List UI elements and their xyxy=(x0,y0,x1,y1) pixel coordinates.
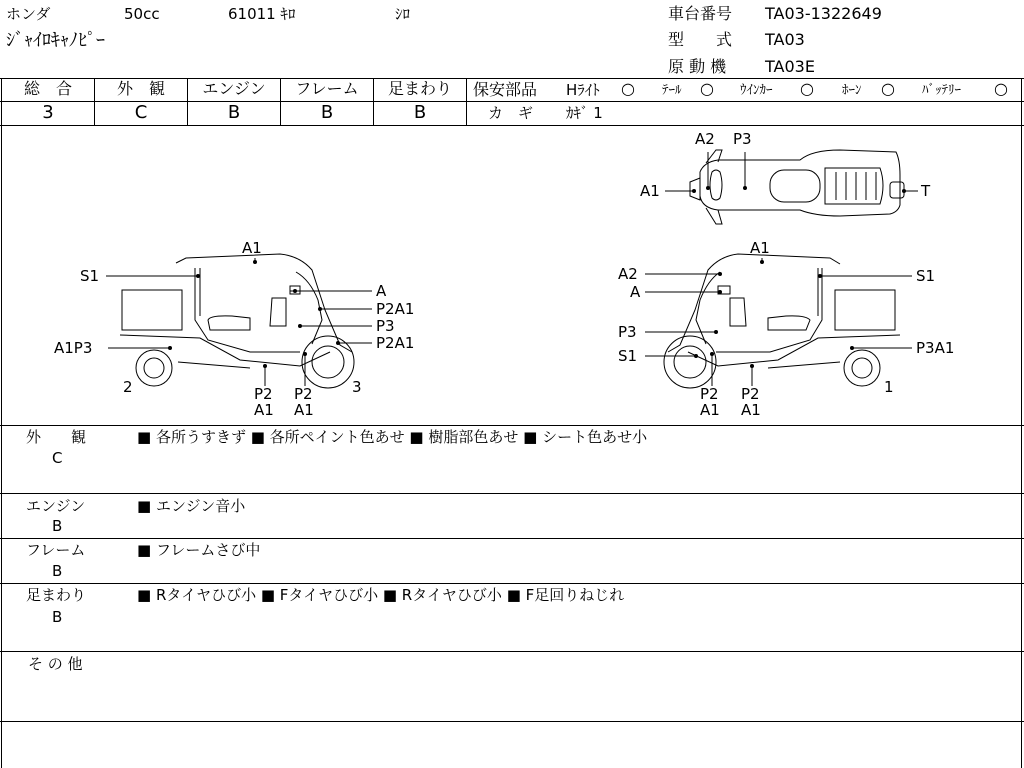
scooter-damage-diagram xyxy=(0,126,1024,424)
scooter-left-view xyxy=(120,254,354,388)
safety-label: 保安部品 xyxy=(473,80,538,99)
divider xyxy=(0,538,1024,539)
callout-lines xyxy=(106,152,918,386)
maker: ホンダ xyxy=(6,5,51,23)
left-label-a1-1: A1 xyxy=(254,401,274,419)
safety-item-horn: ﾎｰﾝ xyxy=(842,83,862,98)
damage-points xyxy=(168,186,906,368)
remark-frame-label: フレーム xyxy=(26,541,86,559)
remark-exterior-text: ■ 各所うすきず ■ 各所ペイント色あせ ■ 樹脂部色あせ ■ シート色あせ小 xyxy=(137,428,648,446)
key-label: カ ギ xyxy=(488,104,534,122)
right-label-s1: S1 xyxy=(916,267,936,285)
remark-suspension-grade: B xyxy=(52,608,63,626)
right-label-a1-2: A1 xyxy=(741,401,761,419)
chassis-value: TA03-1322649 xyxy=(765,4,882,23)
grade-overall-value: 3 xyxy=(42,102,54,123)
remark-frame-grade: B xyxy=(52,562,63,580)
top-label-a1: A1 xyxy=(640,182,660,200)
divider xyxy=(0,493,1024,494)
left-label-a1p3: A1P3 xyxy=(54,339,93,357)
safety-mark-battery: ○ xyxy=(994,79,1008,98)
key-value: ｶｷﾞ 1 xyxy=(566,104,603,122)
right-label-p2-1: P2 xyxy=(700,385,719,403)
remark-engine-text: ■ エンジン音小 xyxy=(137,497,246,515)
divider xyxy=(466,101,1024,102)
top-label-t: T xyxy=(921,182,931,200)
grade-frame-value: B xyxy=(320,102,334,123)
remark-engine-grade: B xyxy=(52,517,63,535)
right-label-wheel-rear: 1 xyxy=(884,378,894,396)
left-label-p2a1-lower: P2A1 xyxy=(376,334,415,352)
left-label-p3: P3 xyxy=(376,317,395,335)
divider xyxy=(0,583,1024,584)
safety-item-tail: ﾃｰﾙ xyxy=(662,83,682,98)
top-label-a2: A2 xyxy=(695,130,715,148)
scooter-top-view xyxy=(690,150,904,224)
type-value: TA03 xyxy=(765,30,805,49)
engine-model-value: TA03E xyxy=(765,57,815,76)
remark-frame-text: ■ フレームさび中 xyxy=(137,541,261,559)
model-name: ｼﾞｬｲﾛｷｬﾉﾋﾟｰ xyxy=(6,30,105,51)
left-label-s1: S1 xyxy=(80,267,100,285)
safety-item-headlight: Hﾗｲﾄ xyxy=(566,81,600,99)
remark-suspension-label: 足まわり xyxy=(26,586,87,604)
body-color: ｼﾛ xyxy=(395,5,411,23)
right-label-a2: A2 xyxy=(618,265,638,283)
safety-item-battery: ﾊﾞｯﾃﾘｰ xyxy=(922,83,961,98)
safety-mark-tail: ○ xyxy=(700,79,714,98)
grade-exterior-value: C xyxy=(134,102,148,123)
left-label-a: A xyxy=(376,282,387,300)
left-label-p2a1-upper: P2A1 xyxy=(376,300,415,318)
right-label-a1-1: A1 xyxy=(700,401,720,419)
grade-engine-value: B xyxy=(227,102,241,123)
right-label-p2-2: P2 xyxy=(741,385,760,403)
safety-mark-headlight: ○ xyxy=(621,79,635,98)
grade-exterior-label: 外 観 xyxy=(116,79,165,98)
left-label-a1-2: A1 xyxy=(294,401,314,419)
left-label-wheel-rear: 2 xyxy=(123,378,133,396)
left-label-p2-1: P2 xyxy=(254,385,273,403)
chassis-label: 車台番号 xyxy=(668,4,733,23)
remark-exterior-label: 外 観 xyxy=(26,428,87,446)
left-label-wheel-front: 3 xyxy=(352,378,362,396)
divider xyxy=(0,651,1024,652)
right-label-p3: P3 xyxy=(618,323,637,341)
right-label-a1: A1 xyxy=(750,239,770,257)
remark-other-label: そ の 他 xyxy=(28,655,83,673)
displacement: 50cc xyxy=(124,5,160,23)
remark-exterior-grade: C xyxy=(52,449,63,467)
engine-model-label: 原 動 機 xyxy=(668,57,727,76)
grade-frame-label: フレーム xyxy=(295,79,359,98)
grade-suspension-value: B xyxy=(413,102,427,123)
right-label-s1-lower: S1 xyxy=(618,347,638,365)
top-label-p3: P3 xyxy=(733,130,752,148)
grade-overall-label: 総 合 xyxy=(23,79,72,98)
left-label-p2-2: P2 xyxy=(294,385,313,403)
right-label-a: A xyxy=(630,283,641,301)
grade-engine-label: エンジン xyxy=(202,79,266,98)
safety-mark-winker: ○ xyxy=(800,79,814,98)
divider xyxy=(0,425,1024,426)
right-label-p3a1: P3A1 xyxy=(916,339,955,357)
mileage: 61011 ｷﾛ xyxy=(228,5,296,23)
remark-suspension-text: ■ Rタイヤひび小 ■ Fタイヤひび小 ■ Rタイヤひび小 ■ F足回りねじれ xyxy=(137,586,625,604)
left-label-a1: A1 xyxy=(242,239,262,257)
remark-engine-label: エンジン xyxy=(26,497,86,515)
divider xyxy=(0,721,1024,722)
divider xyxy=(466,78,467,125)
safety-mark-horn: ○ xyxy=(881,79,895,98)
type-label: 型 式 xyxy=(668,30,733,49)
safety-item-winker: ｳｲﾝｶｰ xyxy=(740,83,773,98)
grade-suspension-label: 足まわり xyxy=(387,79,452,98)
